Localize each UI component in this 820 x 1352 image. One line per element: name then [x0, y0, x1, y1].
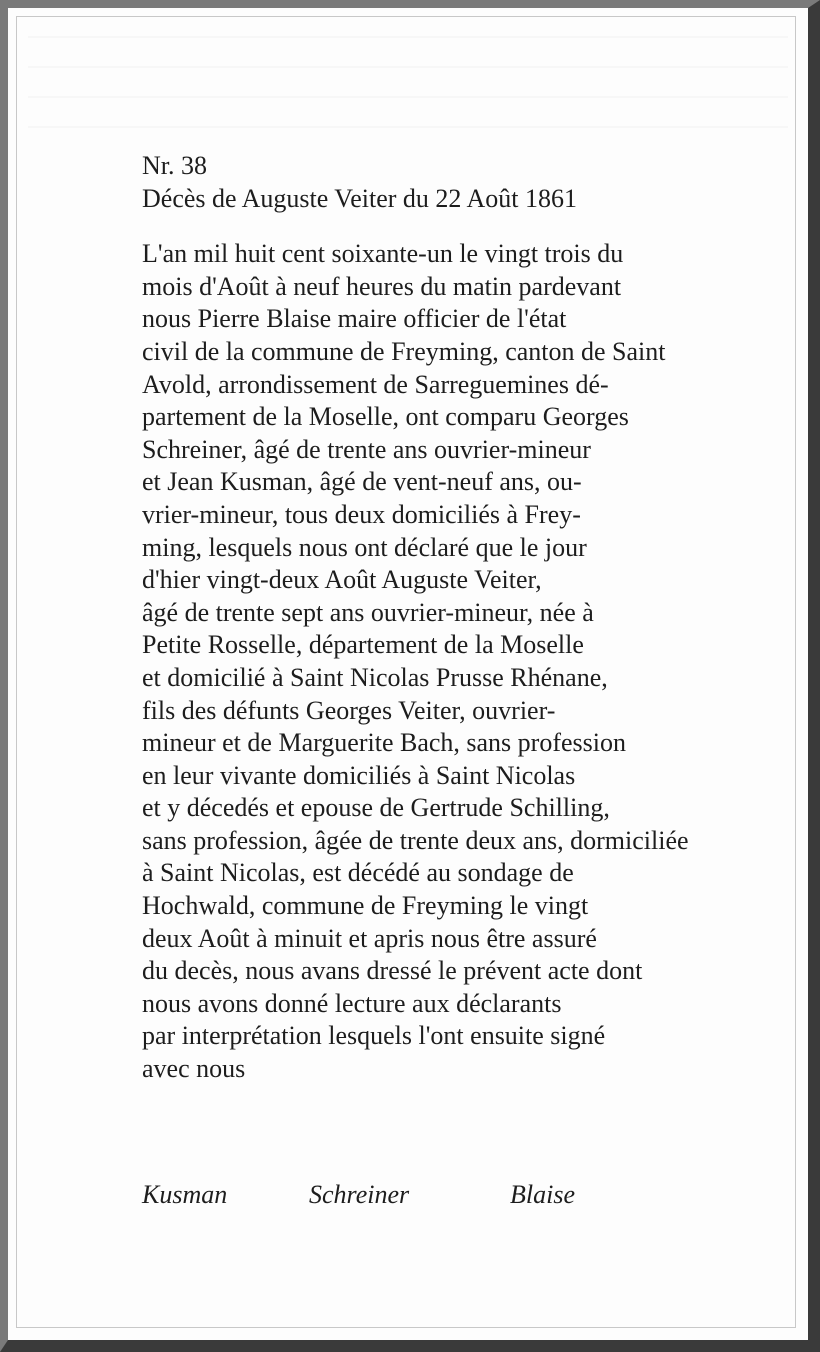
body-line: L'an mil huit cent soixante-un le vingt trois du — [142, 239, 624, 269]
body-line: fils des défunts Georges Veiter, ouvrier- — [142, 695, 556, 725]
body-line: et Jean Kusman, âgé de vent-neuf ans, ou- — [142, 467, 582, 497]
signature-kusman: Kusman — [142, 1180, 228, 1209]
body-line: Petite Rosselle, département de la Moselle — [142, 630, 584, 660]
body-line: civil de la commune de Freyming, canton de Saint — [142, 336, 666, 366]
body-line: Hochwald, commune de Freyming le vingt — [142, 891, 589, 921]
body-line: en leur vivante domiciliés à Saint Nicolas — [142, 760, 576, 790]
body-line: avec nous — [142, 1054, 246, 1084]
body-line: mineur et de Marguerite Bach, sans profession — [142, 728, 626, 758]
record-title: Décès de Auguste Veiter du 22 Août 1861 — [142, 183, 577, 213]
bleed-through-texture — [28, 22, 788, 132]
body-line: Avold, arrondissement de Sarreguemines dé- — [142, 369, 609, 399]
body-line: partement de la Moselle, ont comparu Georges — [142, 402, 629, 432]
body-line: mois d'Août à neuf heures du matin pardevant — [142, 271, 622, 301]
body-line: deux Août à minuit et apris nous être assuré — [142, 923, 597, 953]
body-line: nous Pierre Blaise maire officier de l'état — [142, 304, 567, 334]
body-line: sans profession, âgée de trente deux ans, dormiciliée — [142, 825, 689, 855]
body-line: et y décedés et epouse de Gertrude Schilling, — [142, 793, 610, 823]
signature-blaise: Blaise — [510, 1180, 575, 1209]
document-text — [142, 150, 792, 1086]
body-line: nous avons donné lecture aux déclarants — [142, 988, 562, 1018]
body-line: ming, lesquels nous ont déclaré que le jour — [142, 532, 587, 562]
body-line: du decès, nous avans dressé le prévent acte dont — [142, 956, 643, 986]
body-line: âgé de trente sept ans ouvrier-mineur, née à — [142, 597, 594, 627]
body-line: vrier-mineur, tous deux domiciliés à Frey- — [142, 499, 581, 529]
body-line: d'hier vingt-deux Août Auguste Veiter, — [142, 565, 542, 595]
body-line: à Saint Nicolas, est décédé au sondage de — [142, 858, 574, 888]
signature-schreiner: Schreiner — [309, 1180, 410, 1209]
record-body — [142, 238, 792, 1085]
record-number: Nr. 38 — [142, 151, 207, 180]
body-line: Schreiner, âgé de trente ans ouvrier-mineur — [142, 434, 591, 464]
body-line: et domicilié à Saint Nicolas Prusse Rhénane, — [142, 662, 608, 692]
body-line: par interprétation lesquels l'ont ensuite signé — [142, 1021, 606, 1051]
signature-row — [8, 1180, 820, 1220]
